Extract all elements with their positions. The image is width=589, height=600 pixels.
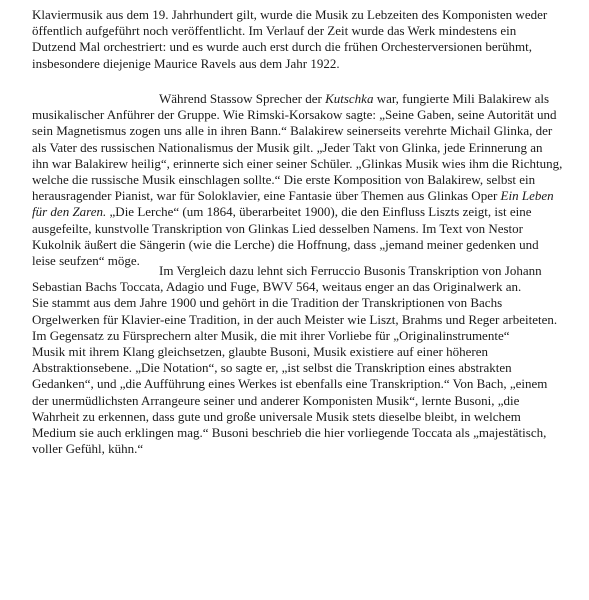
text-line: Sebastian Bachs Toccata, Adagio und Fuge, BWV 564, weitaus enger an das Originalwerk an. [32, 279, 522, 295]
italic-opera-title: Ein Leben [500, 188, 554, 204]
text-run: „Die Lerche“ (um 1864, überarbeitet 1900), die den Einfluss Liszts zeigt, ist eine [106, 204, 532, 220]
text-line: Im Vergleich dazu lehnt sich Ferruccio Busonis Transkription von Johann [159, 263, 542, 278]
paragraph-balakirew [32, 91, 562, 269]
text-line: welche die russische Musik einschlagen sollte.“ Die erste Komposition von Balakirew, selbst ein [32, 172, 536, 188]
text-line: Klaviermusik aus dem 19. Jahrhundert gilt, wurde die Musik zu Lebzeiten des Komponisten weder [32, 7, 548, 22]
text-line: Sie stammt aus dem Jahre 1900 und gehört in die Tradition der Transkriptionen von Bachs [32, 295, 503, 311]
text-line: ausgefeilte, kunstvolle Transkription von Glinkas Lied desselben Namens. Im Text von Nestor [32, 220, 523, 236]
text-line: als Vater des russischen Nationalismus der Musik gilt. „Jeder Takt von Glinka, jede Erinnerung an [32, 139, 543, 155]
text-line: Abstraktionsebene. „Die Notation“, so sagte er, „ist selbst die Transkription eines abstrakten [32, 360, 512, 376]
text-run: herausragender Pianist, war für Soloklavier, eine Fantasie über Themen aus Glinkas Oper [32, 188, 501, 204]
text-line [32, 188, 562, 204]
paragraph-busoni [32, 263, 562, 457]
text-line: Kukolnik äußert die Sängerin (wie die Lerche) die Hoffnung, dass „jemand meiner gedenken und [32, 236, 539, 252]
text-line: insbesondere diejenige Maurice Ravels aus dem Jahr 1922. [32, 55, 340, 71]
text-line: Orgelwerken für Klavier-eine Tradition, in der auch Meister wie Liszt, Brahms und Reger arbeiteten. [32, 311, 558, 327]
text-line: der unermüdlichsten Arrangeure seiner und anderer Komponisten Musik“, lernte Busoni, „die [32, 392, 520, 408]
text-line: öffentlich aufgeführt noch veröffentlicht. Im Verlauf der Zeit wurde das Werk mindestens ein [32, 23, 517, 39]
text-run: Während Stassow Sprecher der [159, 91, 326, 106]
text-line: leise seufzen“ möge. [32, 253, 140, 269]
text-line: Im Gegensatz zu Fürsprechern alter Musik, die mit ihrer Vorliebe für „Originalinstrumente“ [32, 327, 510, 343]
text-run: war, fungierte Mili Balakirew als [373, 91, 550, 106]
text-line: voller Gefühl, kühn.“ [32, 441, 144, 457]
text-line: Gedanken“, und „die Aufführung eines Werkes ist ebenfalls eine Transkription.“ Von Bach, „einem [32, 376, 548, 392]
italic-opera-title-cont: für den Zaren. [32, 204, 107, 220]
text-line: ihn war Balakirew heilig“, erinnerte sich einer seiner Schüler. „Glinkas Musik wies ihm die Richtung, [32, 155, 563, 171]
text-line: Dutzend Mal orchestriert: und es wurde auch erst durch die frühen Orchesterversionen berühmt, [32, 39, 532, 55]
text-line: sein Magnetismus zogen uns alle in ihren Bann.“ Balakirew seinerseits verehrte Michail Glinka, der [32, 123, 553, 139]
text-line: Wahrheit zu erkennen, dass gute und große universale Musik stets dieselbe bleibt, in welchem [32, 408, 521, 424]
text-line: musikalischer Anführer der Gruppe. Wie Rimski-Korsakow sagte: „Seine Gaben, seine Autorität und [32, 107, 557, 123]
text-line: Musik mit ihrem Klang gleichsetzen, glaubte Busoni, Musik existiere auf einer höheren [32, 344, 488, 360]
italic-title-kutschka: Kutschka [325, 91, 374, 106]
text-line: Medium sie auch erklingen mag.“ Busoni beschrieb die hier vorliegende Toccata als „majestätisch, [32, 425, 547, 441]
text-line [32, 204, 562, 220]
paragraph-ravel-orchestration [32, 7, 562, 72]
text-line [32, 91, 562, 107]
